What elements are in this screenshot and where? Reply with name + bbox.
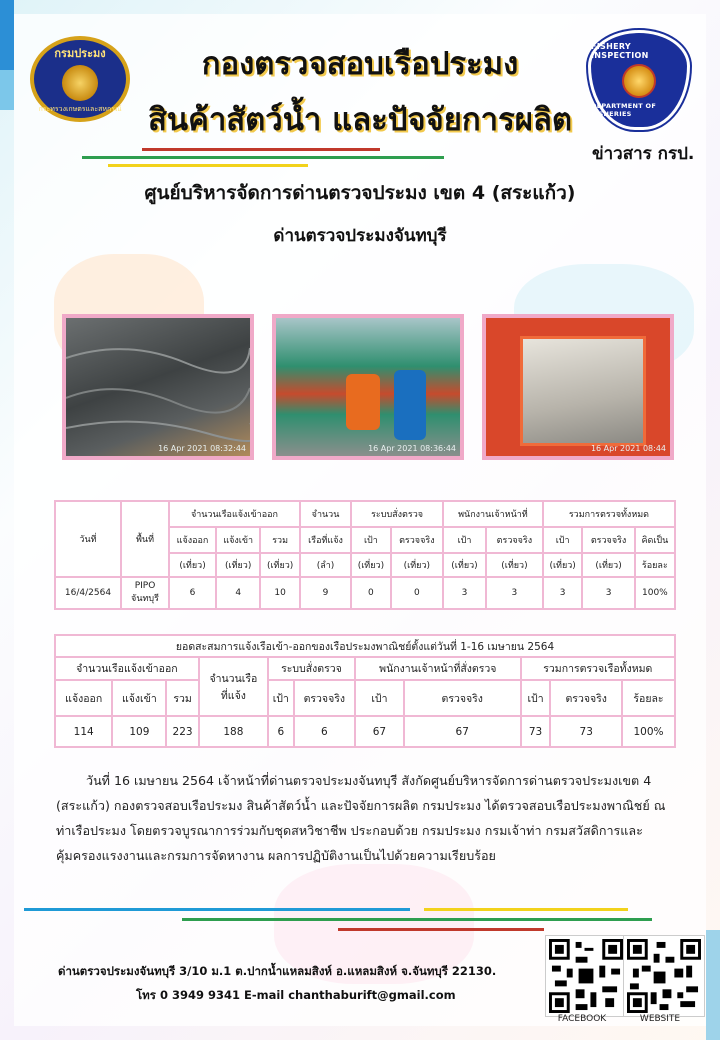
- sub-order-actual: ตรวจจริง: [391, 527, 443, 553]
- logo-left-text-bottom: กระทรวงเกษตรและสหกรณ์: [38, 104, 122, 113]
- table-row: [55, 716, 675, 747]
- table-row: [55, 577, 675, 609]
- sub-staff-target: เป้า: [355, 680, 404, 717]
- sub-out: แจ้งออก: [55, 680, 112, 717]
- photo-fish-hold: [482, 314, 674, 460]
- unit-staff-target: (เที่ยว): [443, 553, 486, 577]
- footer-contact: โทร 0 3949 9341 E-mail chanthaburift@gmail.com: [136, 988, 456, 1002]
- sub-order-target: เป้า: [351, 527, 391, 553]
- col-notified-header: [199, 657, 268, 716]
- unit-percent: ร้อยละ: [635, 553, 675, 577]
- col-ship-count-header: จำนวนเรือแจ้งเข้าออก: [55, 657, 199, 679]
- center-title: ศูนย์บริหารจัดการด่านตรวจประมง เขต 4 (สระแก้ว): [144, 182, 576, 204]
- unit-staff-actual: (เที่ยว): [486, 553, 543, 577]
- cell-notified: 188: [199, 716, 268, 747]
- cell-total-target: 3: [543, 577, 583, 609]
- unit-order-actual: (เที่ยว): [391, 553, 443, 577]
- col-staff-header: พนักงานเจ้าหน้าที่: [443, 501, 543, 527]
- cell-sum: 10: [260, 577, 300, 609]
- fishery-inspection-logo: [588, 30, 690, 130]
- sub-percent-of: คิดเป็น: [635, 527, 675, 553]
- footer-address: ด่านตรวจประมงจันทบุรี 3/10 ม.1 ต.ปากน้ำแหลมสิงห์ อ.แหลมสิงห์ จ.จันทบุรี 22130.: [58, 964, 497, 978]
- photo-timestamp: 16 Apr 2021 08:36:44: [368, 444, 456, 453]
- cell-out: 114: [55, 716, 112, 747]
- sub-order-target: เป้า: [268, 680, 294, 717]
- cell-staff-actual: 67: [404, 716, 521, 747]
- sub-total-target: เป้า: [543, 527, 583, 553]
- sub-total-actual: ตรวจจริง: [550, 680, 621, 717]
- cumulative-inspection-table: [54, 634, 676, 748]
- cell-notified: 9: [300, 577, 351, 609]
- header-title-line1: กองตรวจสอบเรือประมง: [201, 46, 519, 82]
- center-subtitle: ด่านตรวจประมงจันทบุรี: [273, 226, 447, 246]
- sub-total-actual: ตรวจจริง: [582, 527, 634, 553]
- cell-staff-target: 3: [443, 577, 486, 609]
- header-title-line2: สินค้าสัตว์น้ำ และปัจจัยการผลิต: [147, 102, 573, 138]
- cell-sum: 223: [166, 716, 198, 747]
- photo-timestamp: 16 Apr 2021 08:32:44: [158, 444, 246, 453]
- cell-order-target: 0: [351, 577, 391, 609]
- daily-inspection-table: [54, 500, 676, 610]
- photo-timestamp: 16 Apr 2021 08:44: [590, 444, 666, 453]
- col-date-header: วันที่: [55, 501, 121, 577]
- sub-in: แจ้งเข้า: [112, 680, 166, 717]
- col-total-header: รวมการตรวจทั้งหมด: [543, 501, 675, 527]
- col-staff-header: พนักงานเจ้าหน้าที่สั่งตรวจ: [355, 657, 521, 679]
- badge-icon: [622, 64, 656, 98]
- footer-divider-yellow: [424, 908, 628, 911]
- cell-area-line1: PIPO: [134, 581, 156, 591]
- emblem-icon: [62, 65, 98, 101]
- sub-order-actual: ตรวจจริง: [294, 680, 355, 717]
- notified-header-line2: ที่แจ้ง: [220, 689, 246, 702]
- footer-divider-blue: [24, 908, 410, 911]
- col-ship-count-header: จำนวนเรือแจ้งเข้าออก: [169, 501, 300, 527]
- cell-total-actual: 3: [582, 577, 634, 609]
- sub-notified: เรือที่แจ้ง: [300, 527, 351, 553]
- cumulative-table-title: ยอดสะสมการแจ้งเรือเข้า-ออกของเรือประมงพาณิชย์ตั้งแต่วันที่ 1-16 เมษายน 2564: [55, 635, 675, 657]
- cell-area: [121, 577, 169, 609]
- unit-in: (เที่ยว): [216, 553, 260, 577]
- photo-fishing-net: [62, 314, 254, 460]
- sub-total-target: เป้า: [521, 680, 551, 717]
- unit-out: (เที่ยว): [169, 553, 216, 577]
- header-divider-green: [82, 156, 444, 159]
- cell-order-target: 6: [268, 716, 294, 747]
- cell-in: 4: [216, 577, 260, 609]
- sub-sum: รวม: [260, 527, 300, 553]
- unit-sum: (เที่ยว): [260, 553, 300, 577]
- sub-staff-actual: ตรวจจริง: [486, 527, 543, 553]
- cell-in: 109: [112, 716, 166, 747]
- cell-out: 6: [169, 577, 216, 609]
- header-divider-yellow: [108, 164, 308, 167]
- unit-total-target: (เที่ยว): [543, 553, 583, 577]
- department-of-fisheries-logo: [30, 36, 130, 122]
- unit-total-actual: (เที่ยว): [582, 553, 634, 577]
- cell-staff-actual: 3: [486, 577, 543, 609]
- logo-right-text-top: FISHERY INSPECTION: [591, 42, 649, 60]
- facebook-label: FACEBOOK: [557, 1014, 607, 1024]
- logo-right-text-bottom: DEPARTMENT OF FISHERIES: [591, 102, 657, 118]
- unit-order-target: (เที่ยว): [351, 553, 391, 577]
- sub-staff-target: เป้า: [443, 527, 486, 553]
- sub-in: แจ้งเข้า: [216, 527, 260, 553]
- sub-staff-actual: ตรวจจริง: [404, 680, 521, 717]
- col-ordering-header: ระบบสั่งตรวจ: [351, 501, 443, 527]
- qr-icon: [627, 939, 701, 1013]
- cell-area-line2: จันทบุรี: [131, 594, 159, 604]
- unit-notified: (ลำ): [300, 553, 351, 577]
- col-ordering-header: ระบบสั่งตรวจ: [268, 657, 355, 679]
- cell-percent: 100%: [622, 716, 675, 747]
- website-label: WEBSITE: [639, 1014, 681, 1024]
- cell-order-actual: 6: [294, 716, 355, 747]
- footer-divider-red: [338, 928, 544, 931]
- cell-total-actual: 73: [550, 716, 621, 747]
- inspector-figure-2: [394, 370, 426, 440]
- cell-percent: 100%: [635, 577, 675, 609]
- logo-left-text-top: กรมประมง: [54, 46, 106, 60]
- sub-percent: ร้อยละ: [622, 680, 675, 717]
- cell-total-target: 73: [521, 716, 551, 747]
- inspector-figure: [346, 374, 380, 430]
- notified-header-line1: จำนวนเรือ: [209, 672, 258, 685]
- body-paragraph: [56, 768, 672, 868]
- footer-divider-green: [182, 918, 652, 921]
- news-label: ข่าวสาร กรป.: [592, 144, 695, 164]
- cell-order-actual: 0: [391, 577, 443, 609]
- sub-out: แจ้งออก: [169, 527, 216, 553]
- sub-sum: รวม: [166, 680, 198, 717]
- photo-boat-inspection: [272, 314, 464, 460]
- fish-hold-interior: [520, 336, 646, 446]
- website-qr-code[interactable]: [624, 936, 704, 1016]
- net-texture: [66, 318, 250, 456]
- col-total-header: รวมการตรวจเรือทั้งหมด: [521, 657, 675, 679]
- cell-date: 16/4/2564: [55, 577, 121, 609]
- body-paragraph-text: วันที่ 16 เมษายน 2564 เจ้าหน้าที่ด่านตรวจประมงจันทบุรี สังกัดศูนย์บริหารจัดการด่านตรวจประมงเขต 4 (สระแก้ว) กองตรวจสอบเรือประมง สินค้าสัตว์น้ำ และปัจจัยการผลิต กรมประมง ได้ตรวจสอบเรือประมงพาณิชย์ ณ ท่าเรือประมง โดยตรวจบูรณาการร่วมกับชุดสหวิชาชีพ ประกอบด้วย กรมประมง กรมเจ้าท่า กรมสวัสดิการและคุ้มครองแรงงานและกรมการจัดหางาน ผลการปฏิบัติงานเป็นไปด้วยความเรียบร้อย: [56, 773, 666, 863]
- col-amount-header: จำนวน: [300, 501, 351, 527]
- facebook-qr-code[interactable]: [546, 936, 626, 1016]
- header-divider-red: [142, 148, 380, 151]
- qr-icon: [549, 939, 623, 1013]
- cell-staff-target: 67: [355, 716, 404, 747]
- col-area-header: พื้นที่: [121, 501, 169, 577]
